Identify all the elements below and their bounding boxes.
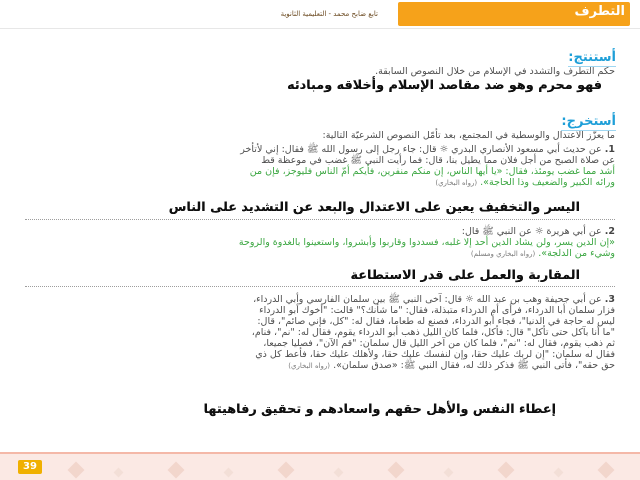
ornament-diamond-small xyxy=(554,468,564,478)
ornament-diamond-small xyxy=(444,468,454,478)
item-3-number: 3. xyxy=(604,294,615,305)
item-1-number: 1. xyxy=(604,144,615,155)
extract-heading: أستخرج: xyxy=(561,114,616,129)
item-3-line-1: عن أبي جحيفة وهب بن عبد الله ☼ قال: آخى النبي ﷺ بين سلمان الفارسي وأبي الدرداء، xyxy=(253,294,602,305)
item-1-answer: اليسر والتخفيف يعين على الاعتدال والبعد عن التشديد على الناس xyxy=(168,200,580,215)
deduce-prompt: حكم التطرف والتشدد في الإسلام من خلال النصوص السابقة. xyxy=(375,66,615,77)
item-1-line-4: ورائه الكبير والضعيف وذا الحاجة». xyxy=(480,177,615,188)
deduce-answer: فهو محرم وهو ضد مقاصد الإسلام وأخلاقه ومبادئه xyxy=(287,78,602,93)
item-2-line-2: «إن الدين يسر، ولن يشاد الدين أحد إلا غلبه، فسددوا وقاربوا وأبشروا، واستعينوا بالغدوة والروحة xyxy=(238,237,615,248)
ornament-diamond xyxy=(388,462,405,479)
lesson-title: التطرف xyxy=(574,4,625,19)
item-3 xyxy=(25,294,615,372)
item-1 xyxy=(25,144,615,189)
item-2-number: 2. xyxy=(604,226,615,237)
item-3-line-2: فزار سلمان أبا الدرداء، فرأى أم الدرداء متبذلة، فقال: "ما شأنك؟" قالت: "أخوك أبو الدرداء xyxy=(259,305,615,316)
ornament-diamond-small xyxy=(224,468,234,478)
item-1-ref: (رواه البخاري) xyxy=(435,179,478,187)
page-footer xyxy=(0,452,640,480)
item-1-line-1: عن حديث أبي مسعود الأنصاري البدري ☼ قال: جاء رجل إلى رسول الله ﷺ فقال: إني لأتأخر xyxy=(240,144,602,155)
divider xyxy=(25,286,615,287)
item-3-answer: إعطاء النفس والأهل حقهم واسعادهم و تحقيق رفاهيتها xyxy=(203,402,556,417)
item-3-ref: (رواه البخاري) xyxy=(288,362,331,370)
ornament-diamond xyxy=(168,462,185,479)
page-number: 39 xyxy=(18,460,42,474)
divider xyxy=(25,219,615,220)
item-2-ref: (رواه البخاري ومسلم) xyxy=(470,250,536,258)
item-3-line-4: "ما أنا بآكل حتى تأكل" قال: فأكل، فلما كان الليل ذهب أبو الدرداء يقوم، فقال له: "نم"، فنام، xyxy=(251,327,615,338)
item-2 xyxy=(25,226,615,260)
item-2-answer: المقاربة والعمل على قدر الاستطاعة xyxy=(350,268,580,283)
ornament-diamond-small xyxy=(114,468,124,478)
extract-intro: ما يعزّز الاعتدال والوسطية في المجتمع، بعد تأمّل النصوص الشرعيّة التالية: xyxy=(322,130,615,141)
item-3-line-6: فقال له سلمان: "إن لربك عليك حقا، وإن لنفسك عليك حقا، ولأهلك عليك حقا، فأعط كل ذي xyxy=(255,349,615,360)
item-1-line-3: أشد مما غضب يومئذ، فقال: «يا أيها الناس، إن منكم منفرين، فأيكم أمّ الناس فليوجز، فإن من xyxy=(249,166,615,177)
deduce-heading: أستنتج: xyxy=(568,50,616,65)
top-bar xyxy=(0,0,640,29)
item-3-line-7: حق حقه"، فأتى النبي ﷺ فذكر ذلك له، فقال النبي ﷺ: «صدق سلمان». xyxy=(333,360,615,371)
item-2-line-1: عن أبي هريرة ☼ عن النبي ﷺ قال: xyxy=(461,226,602,237)
ornament-diamond xyxy=(278,462,295,479)
item-3-line-3: ليس له حاجة في الدنيا"، فجاء أبو الدرداء، فصنع له طعاما، فقال له: "كل، فإني صائم"، قال: xyxy=(257,316,615,327)
item-2-line-3: وشيء من الدلجة». xyxy=(538,248,615,259)
footer-ornament xyxy=(60,458,620,476)
item-1-line-2: عن صلاة الصبح من أجل فلان مما يطيل بنا، قال: فما رأيت النبي ﷺ غضب في موعظة قط xyxy=(261,155,615,166)
ornament-diamond xyxy=(598,462,615,479)
ornament-diamond xyxy=(498,462,515,479)
item-3-line-5: ثم ذهب يقوم، فقال له: "نم"، فلما كان من آخر الليل قال سلمان: "قم الآن"، فصليا جميعا، xyxy=(263,338,615,349)
page-content xyxy=(0,28,640,480)
ornament-diamond-small xyxy=(334,468,344,478)
ornament-diamond xyxy=(68,462,85,479)
lesson-subtitle: تابع ضابح محمد - التعليمية الثانوية xyxy=(280,10,378,18)
